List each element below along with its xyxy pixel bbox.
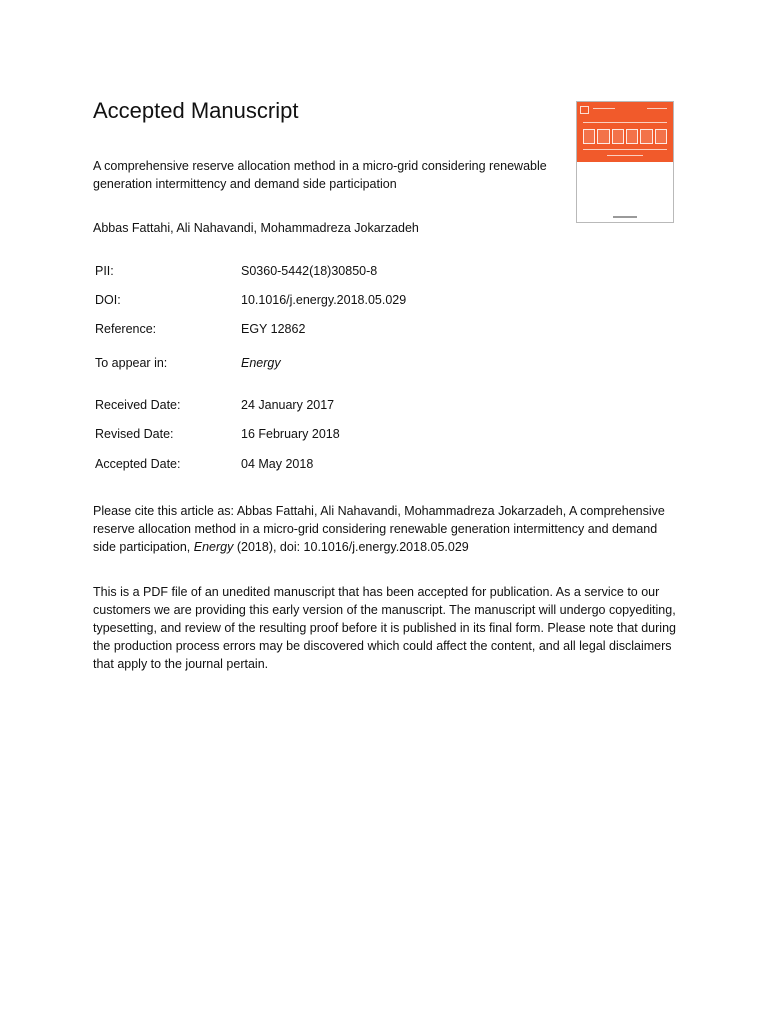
citation-paragraph	[93, 502, 668, 556]
appear-in-value: Energy	[241, 356, 281, 370]
citation-doi: (2018), doi: 10.1016/j.energy.2018.05.029	[233, 540, 469, 554]
cover-fineprint	[583, 149, 667, 150]
cover-fineprint	[647, 108, 667, 109]
author-list: Abbas Fattahi, Ali Nahavandi, Mohammadreza Jokarzadeh	[93, 221, 419, 235]
disclaimer-paragraph: This is a PDF file of an unedited manuscript that has been accepted for publication. As a service to our customers we are providing this early version of the manuscript. The manuscript will undergo copyediting, typesetting, and review of the resulting proof before it is published in its final form. Please note that during the production process errors may be discovered which could affect the content, and all legal disclaimers that apply to the journal pertain.	[93, 585, 676, 671]
journal-cover-image	[576, 101, 674, 223]
received-value: 24 January 2017	[241, 398, 335, 412]
revised-label: Revised Date:	[95, 427, 174, 441]
citation-text: Please cite this article as: Abbas Fattahi, Ali Nahavandi, Mohammadreza Jokarzadeh, A comprehensive reserve allocation method in a micro-grid considering renewable generation intermittency and demand side participation,	[93, 504, 665, 554]
meta-row-accepted	[95, 455, 575, 473]
received-label: Received Date:	[95, 398, 181, 412]
cover-publisher-line	[613, 216, 637, 218]
meta-row-appear-in	[95, 354, 575, 372]
meta-row-doi	[95, 291, 575, 309]
meta-row-received	[95, 396, 575, 414]
cover-fineprint	[593, 108, 615, 109]
meta-row-reference	[95, 320, 575, 338]
accepted-value: 04 May 2018	[241, 457, 314, 471]
cover-journal-wordmark	[583, 129, 667, 144]
reference-value: EGY 12862	[241, 322, 306, 336]
pii-label: PII:	[95, 264, 114, 278]
page-title: Accepted Manuscript	[93, 98, 299, 123]
cover-fineprint	[607, 155, 643, 156]
publisher-logo-icon	[580, 106, 589, 114]
meta-row-pii	[95, 262, 575, 280]
doi-value: 10.1016/j.energy.2018.05.029	[241, 293, 407, 307]
appear-in-label: To appear in:	[95, 356, 168, 370]
meta-row-revised	[95, 425, 575, 443]
cover-color-block	[577, 102, 673, 162]
article-title: A comprehensive reserve allocation method in a micro-grid considering renewable generation intermittency and demand side participation	[93, 159, 547, 191]
accepted-label: Accepted Date:	[95, 457, 181, 471]
citation-journal: Energy	[193, 540, 234, 554]
cover-fineprint	[583, 122, 667, 123]
reference-label: Reference:	[95, 322, 157, 336]
doi-label: DOI:	[95, 293, 121, 307]
revised-value: 16 February 2018	[241, 427, 340, 441]
pii-value: S0360-5442(18)30850-8	[241, 264, 378, 278]
